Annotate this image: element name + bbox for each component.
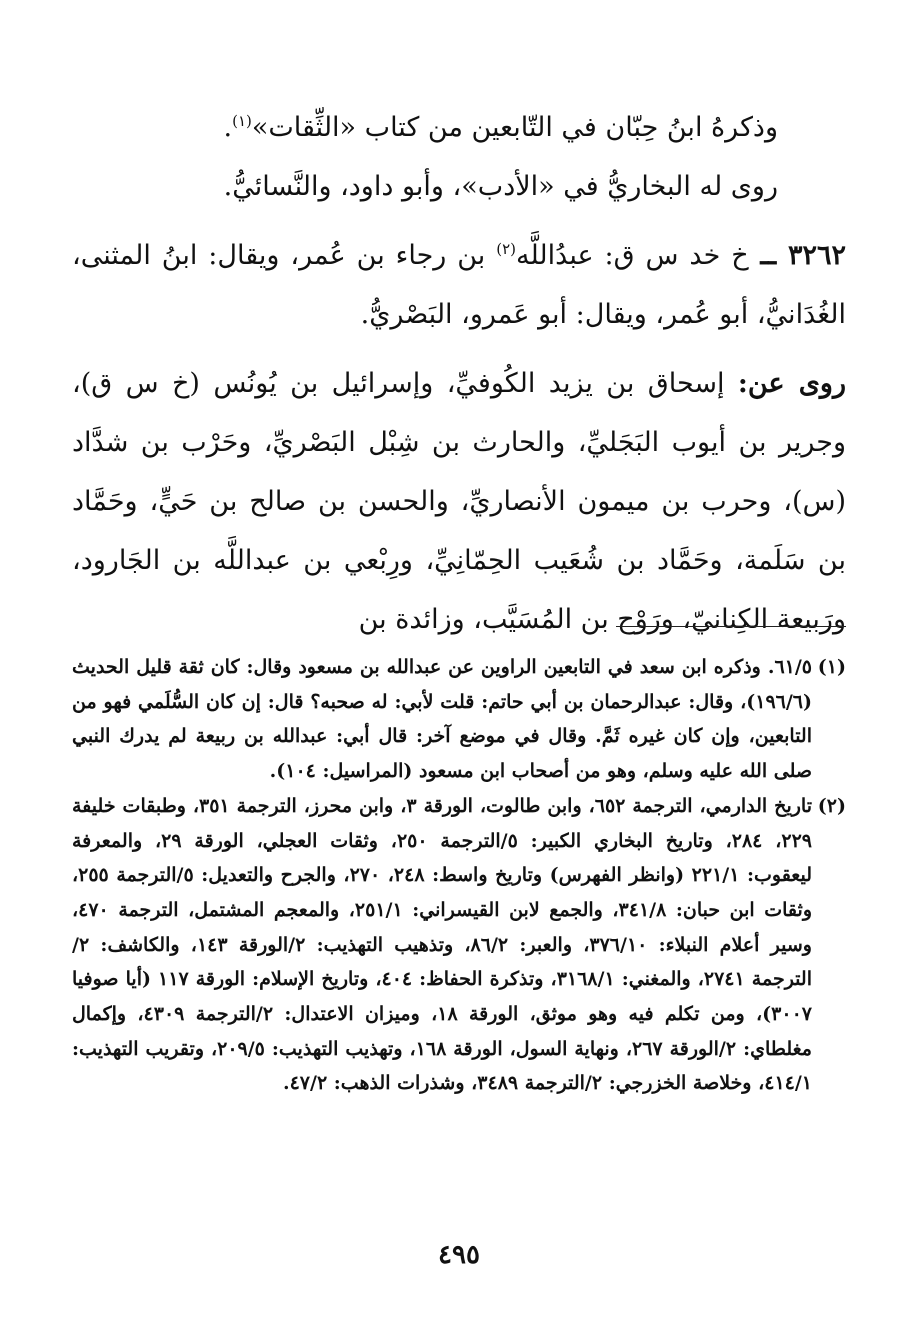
- entry-number: ٣٢٦٢: [787, 240, 846, 271]
- entry-sigla: خ خد س ق:: [593, 240, 749, 271]
- riwa-label: روى عن:: [737, 368, 846, 399]
- paragraph-ibn-hibban: [72, 92, 846, 157]
- footnote-2: [72, 789, 846, 1101]
- footnote-ref-1[interactable]: (١): [232, 112, 252, 130]
- footnotes: [72, 650, 846, 1101]
- entry-heading: [72, 220, 846, 344]
- footnote-separator: [616, 626, 846, 627]
- footnote-number: (٢): [817, 794, 846, 817]
- main-text: [72, 92, 846, 649]
- footnote-number: (١): [817, 656, 846, 678]
- riwa-text: إسحاق بن يزيد الكُوفيِّ، وإسرائيل بن يُونُس (خ س ق)، وجرير بن أيوب البَجَليِّ، والحارث بن شِبْل البَصْريِّ، وحَرْب بن شدَّاد (س)، وحرب بن ميمون الأنصاريِّ، والحسن بن صالح بن حَيٍّ، وحَمَّاد بن سَلَمة، وحَمَّاد بن شُعَيب الحِمّانِيِّ، ورِبْعي بن عبداللَّه بن الجَارود، ورَبيعة الكِنانيّ، ورَوْح بن المُسَيَّب، وزائدة بن: [72, 368, 846, 635]
- paragraph-narrators: روى له البخاريُّ في «الأدب»، وأبو داود، والنَّسائيُّ.: [223, 171, 778, 202]
- footnote-text: تاريخ الدارمي، الترجمة ٦٥٢، وابن طالوت، الورقة ٣، وابن محرز، الترجمة ٣٥١، وطبقات خليفة ٢٢٩، ٢٨٤، وتاريخ البخاري الكبير: ٥/الترجمة ٢٥٠، وثقات العجلي، الورقة ٢٩، والمعرفة ليعقوب: ٢٢١/١ (وانظر الفهرس) وتاريخ واسط: ٢٤٨، ٢٧٠، والجرح والتعديل: ٥/الترجمة ٢٥٥، وثقات ابن حبان: ٣٤١/٨، والجمع لابن القيسراني: ٢٥١/١، والمعجم المشتمل، الترجمة ٤٧٠، وسير أعلام النبلاء: ٣٧٦/١٠، والعبر: ٨٦/٢، وتذهيب التهذيب: ٢/الورقة ١٤٣، والكاشف: ٢/الترجمة ٢٧٤١، والمغني: ٣١٦٨/١، وتذكرة الحفاظ: ٤٠٤، وتاريخ الإسلام: الورقة ١١٧ (أيا صوفيا ٣٠٠٧)، ومن تكلم فيه وهو موثق، الورقة ١٨، وميزان الاعتدال: ٢/الترجمة ٤٣٠٩، وإكمال مغلطاي: ٢/الورقة ٢٦٧، ونهاية السول، الورقة ١٦٨، وتهذيب التهذيب: ٢٠٩/٥، وتقريب التهذيب: ٤١٤/١، وخلاصة الخزرجي: ٢/الترجمة ٣٤٨٩، وشذرات الذهب: ٤٧/٢.: [72, 794, 813, 1095]
- line1-end: .: [223, 112, 233, 143]
- footnote-1: [72, 650, 846, 789]
- paragraph-riwa: [72, 354, 846, 649]
- entry-dash: ــ: [748, 240, 788, 271]
- line1-text: وذكرهُ ابنُ حِبّان في التّابعين من كتاب «الثِّقات»: [251, 112, 778, 143]
- footnote-ref-2[interactable]: (٢): [496, 240, 517, 258]
- footnote-text: ٦١/٥. وذكره ابن سعد في التابعين الراوين عن عبدالله بن مسعود وقال: كان ثقة قليل الحديث (١٩٦/٦)، وقال: عبدالرحمان بن أبي حاتم: قلت لأبي: له صحبه؟ قال: إن كان السُّلَمي فهو من التابعين، وإن كان غيره ثَمَّ. وقال في موضع آخر: قال أبي: عبدالله بن ربيعة لم يدرك النبي صلى الله عليه وسلم، وهو من أصحاب ابن مسعود (المراسيل: ١٠٤).: [72, 656, 812, 783]
- page-number: ٤٩٥: [438, 1240, 480, 1270]
- entry-name: عبدُاللَّه: [516, 240, 594, 271]
- entry-rest: بن رجاء بن عُمر، ويقال: ابنُ المثنى، الغُدَانيُّ، أبو عُمر، ويقال: أبو عَمرو، البَصْريُّ.: [72, 240, 846, 330]
